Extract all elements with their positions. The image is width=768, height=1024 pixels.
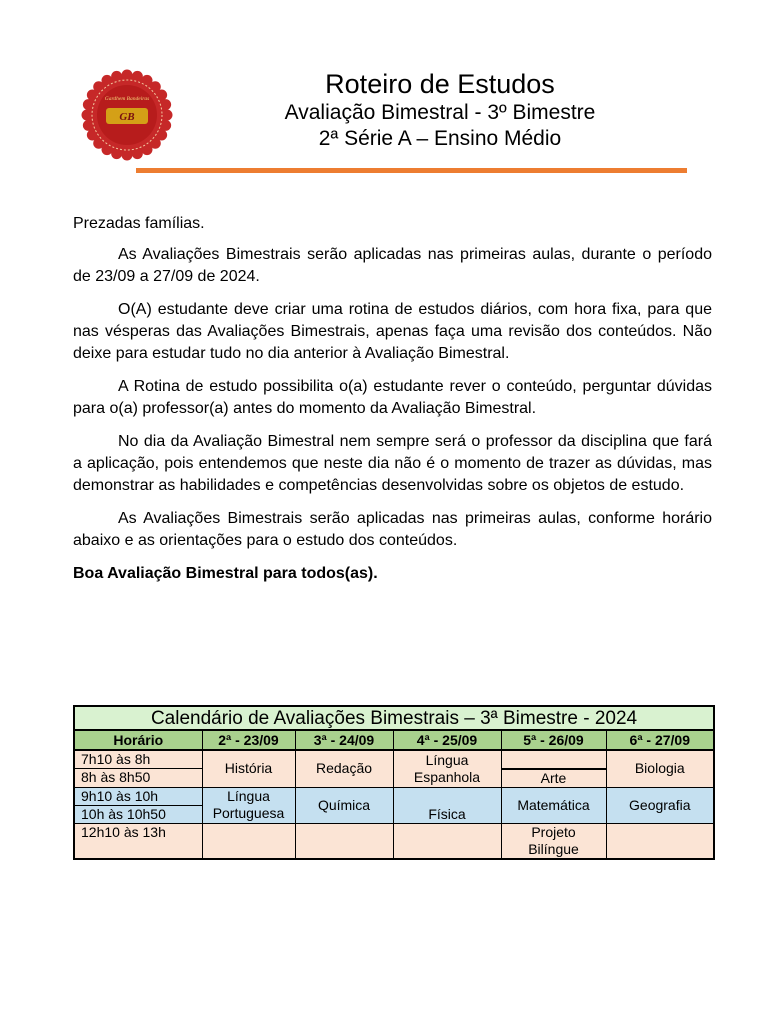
header-day-tue: 3ª - 24/09 (295, 730, 393, 750)
class-label: 2ª Série A – Ensino Médio (318, 127, 562, 150)
paragraph-4: No dia da Avaliação Bimestral nem sempre será o professor da disciplina que fará a aplicação, pois entendemos que neste dia não é o momento de trazer as dúvidas, mas demonstrar as habilidades e competências desenvolvidas sobre os objetos de estudo. (73, 433, 712, 494)
header-horario: Horário (74, 730, 202, 750)
cell-mon-block1: História (202, 750, 295, 787)
time-slot-3: 9h10 às 10h (74, 787, 202, 805)
time-slot-5: 12h10 às 13h (74, 823, 202, 859)
cell-thu-block2: Matemática (501, 787, 606, 823)
cell-tue-block1: Redação (295, 750, 393, 787)
cell-tue-block3 (295, 823, 393, 859)
logo-initials: GB (119, 111, 135, 123)
header-rule (136, 168, 687, 173)
cell-mon-block2: Língua Portuguesa (202, 787, 295, 823)
header-day-wed: 4ª - 25/09 (393, 730, 501, 750)
greeting: Prezadas famílias. (73, 215, 205, 232)
closing-line: Boa Avaliação Bimestral para todos(as). (73, 565, 378, 582)
cell-mon-block3 (202, 823, 295, 859)
cell-wed-block3 (393, 823, 501, 859)
logo-text-top: Gardhem Bandeiras (104, 96, 150, 102)
time-slot-4: 10h às 10h50 (74, 805, 202, 823)
cell-fri-block1: Biologia (606, 750, 714, 787)
document-title: Roteiro de Estudos (325, 69, 555, 99)
cell-fri-block2: Geografia (606, 787, 714, 823)
calendar-title: Calendário de Avaliações Bimestrais – 3ª Bimestre - 2024 (74, 706, 714, 730)
time-slot-1: 7h10 às 8h (74, 750, 202, 769)
paragraph-5: As Avaliações Bimestrais serão aplicadas nas primeiras aulas, conforme horário abaixo e as orientações para o estudo dos conteúdos. (73, 510, 712, 549)
paragraph-3: A Rotina de estudo possibilita o(a) estudante rever o conteúdo, perguntar dúvidas para o(a) professor(a) antes do momento da Avaliação Bimestral. (73, 378, 712, 417)
header-day-thu: 5ª - 26/09 (501, 730, 606, 750)
header-day-fri: 6ª - 27/09 (606, 730, 714, 750)
letter-body (73, 213, 712, 596)
header-day-mon: 2ª - 23/09 (202, 730, 295, 750)
cell-thu-slot1 (501, 750, 606, 769)
paragraph-1: As Avaliações Bimestrais serão aplicadas nas primeiras aulas, durante o período de 23/09 a 27/09 de 2024. (73, 246, 712, 285)
cell-wed-block2: Física (393, 787, 501, 823)
time-slot-2: 8h às 8h50 (74, 769, 202, 788)
cell-tue-block2: Química (295, 787, 393, 823)
cell-wed-block1: Língua Espanhola (393, 750, 501, 787)
cell-thu-slot2: Arte (501, 769, 606, 788)
document-header (230, 68, 650, 152)
document-subtitle: Avaliação Bimestral - 3º Bimestre (284, 101, 596, 124)
school-seal-logo (80, 68, 174, 162)
exam-calendar-table (73, 705, 715, 860)
cell-thu-block3: Projeto Bilíngue (501, 823, 606, 859)
cell-fri-block3 (606, 823, 714, 859)
paragraph-2: O(A) estudante deve criar uma rotina de estudos diários, com hora fixa, para que nas vésperas das Avaliações Bimestrais, apenas faça uma revisão dos conteúdos. Não deixe para estudar tudo no dia anterior à Avaliação Bimestral. (73, 301, 712, 362)
